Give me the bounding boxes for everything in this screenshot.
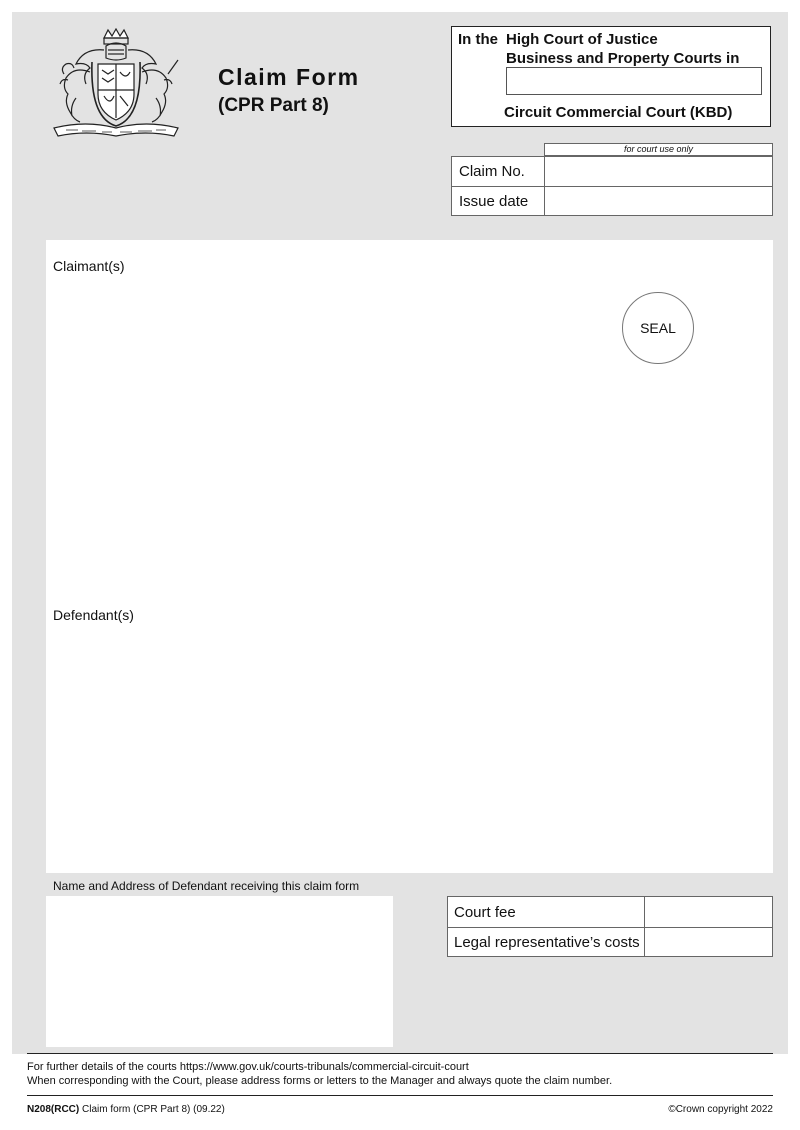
legal-costs-label: Legal representative’s costs	[454, 934, 640, 951]
fees-table	[447, 896, 773, 957]
defendant-label: Defendant(s)	[53, 607, 134, 623]
claim-no-label: Claim No.	[459, 163, 525, 180]
copyright-notice: ©Crown copyright 2022	[668, 1104, 773, 1115]
issue-date-field[interactable]	[544, 187, 772, 216]
form-reference	[27, 1104, 225, 1115]
form-title: Claim Form	[218, 64, 360, 90]
footer-divider-bottom	[27, 1095, 773, 1096]
form-code: N208(RCC)	[27, 1104, 80, 1115]
claim-no-field[interactable]	[544, 157, 772, 186]
court-details-note: For further details of the courts https://www.gov.uk/courts-tribunals/commercial-circuit-court	[27, 1061, 469, 1073]
correspondence-note: When corresponding with the Court, please address forms or letters to the Manager and always quote the claim number.	[27, 1075, 613, 1087]
issue-date-label: Issue date	[459, 193, 529, 210]
court-type: Circuit Commercial Court (KBD)	[504, 104, 733, 121]
form-subtitle: (CPR Part 8)	[218, 95, 329, 116]
defendant-address-field[interactable]	[46, 896, 393, 1047]
court-name-line	[458, 31, 658, 48]
footer-divider-top	[27, 1053, 773, 1054]
court-location-field[interactable]	[506, 67, 762, 95]
seal-label: SEAL	[640, 320, 676, 336]
defendant-address-label: Name and Address of Defendant receiving this claim form	[53, 879, 360, 893]
form-name: Claim form (CPR Part 8) (09.22)	[82, 1104, 225, 1115]
court-fee-label: Court fee	[454, 904, 516, 921]
court-use-only-note: for court use only	[544, 143, 773, 156]
seal-stamp	[622, 292, 694, 364]
court-fee-row	[448, 897, 772, 928]
court-fee-field[interactable]	[644, 897, 772, 927]
legal-costs-field[interactable]	[644, 927, 772, 957]
claim-details-table	[451, 156, 773, 216]
court-box	[451, 26, 771, 127]
court-division: Business and Property Courts in	[506, 50, 740, 67]
royal-coat-of-arms-icon	[46, 28, 186, 142]
in-the-label: In the	[458, 31, 498, 48]
claimant-label: Claimant(s)	[53, 258, 125, 274]
claim-no-row	[452, 157, 772, 187]
legal-costs-row	[448, 927, 772, 957]
court-name: High Court of Justice	[506, 31, 658, 48]
issue-date-row	[452, 187, 772, 216]
